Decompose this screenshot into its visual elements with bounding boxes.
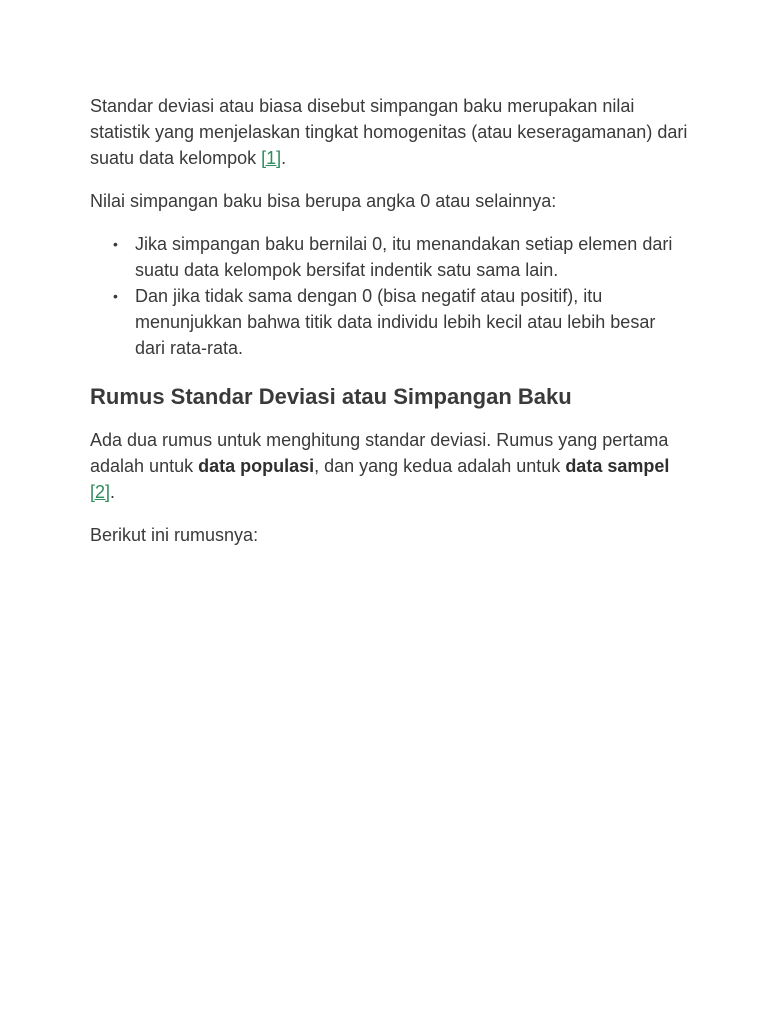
list-item-text: Dan jika tidak sama dengan 0 (bisa negatif atau positif), itu menunjukkan bahwa titik data individu lebih kecil atau lebih besar dari rata-rata. xyxy=(135,286,656,358)
formula-intro-paragraph xyxy=(90,427,690,505)
citation-link-2[interactable]: [2] xyxy=(90,482,111,502)
closing-paragraph: Berikut ini rumusnya: xyxy=(90,525,259,545)
list-item-text: Jika simpangan baku bernilai 0, itu menandakan setiap elemen dari suatu data kelompok bersifat indentik satu sama lain. xyxy=(135,234,673,280)
citation-link-1[interactable]: [1] xyxy=(261,148,282,168)
list-item xyxy=(113,283,690,361)
formula-intro-text-2: , dan yang kedua adalah untuk xyxy=(314,456,566,476)
values-intro-paragraph: Nilai simpangan baku bisa berupa angka 0 atau selainnya: xyxy=(90,191,557,211)
data-sampel-bold: data sampel xyxy=(565,456,670,476)
bullet-icon: • xyxy=(113,288,118,304)
bullet-list xyxy=(90,231,690,361)
formula-intro-text-1: Ada dua rumus untuk menghitung standar deviasi. Rumus yang pertama adalah untuk xyxy=(90,430,669,476)
intro-paragraph xyxy=(90,93,690,171)
list-item xyxy=(113,231,690,283)
article-body xyxy=(90,93,690,565)
data-populasi-bold: data populasi xyxy=(198,456,315,476)
bullet-icon: • xyxy=(113,236,118,252)
intro-period: . xyxy=(281,148,287,168)
intro-text: Standar deviasi atau biasa disebut simpangan baku merupakan nilai statistik yang menjelaskan tingkat homogenitas (atau keseragamanan) dari suatu data kelompok xyxy=(90,96,688,168)
formula-intro-period: . xyxy=(110,482,116,502)
section-heading: Rumus Standar Deviasi atau Simpangan Baku xyxy=(90,384,572,409)
